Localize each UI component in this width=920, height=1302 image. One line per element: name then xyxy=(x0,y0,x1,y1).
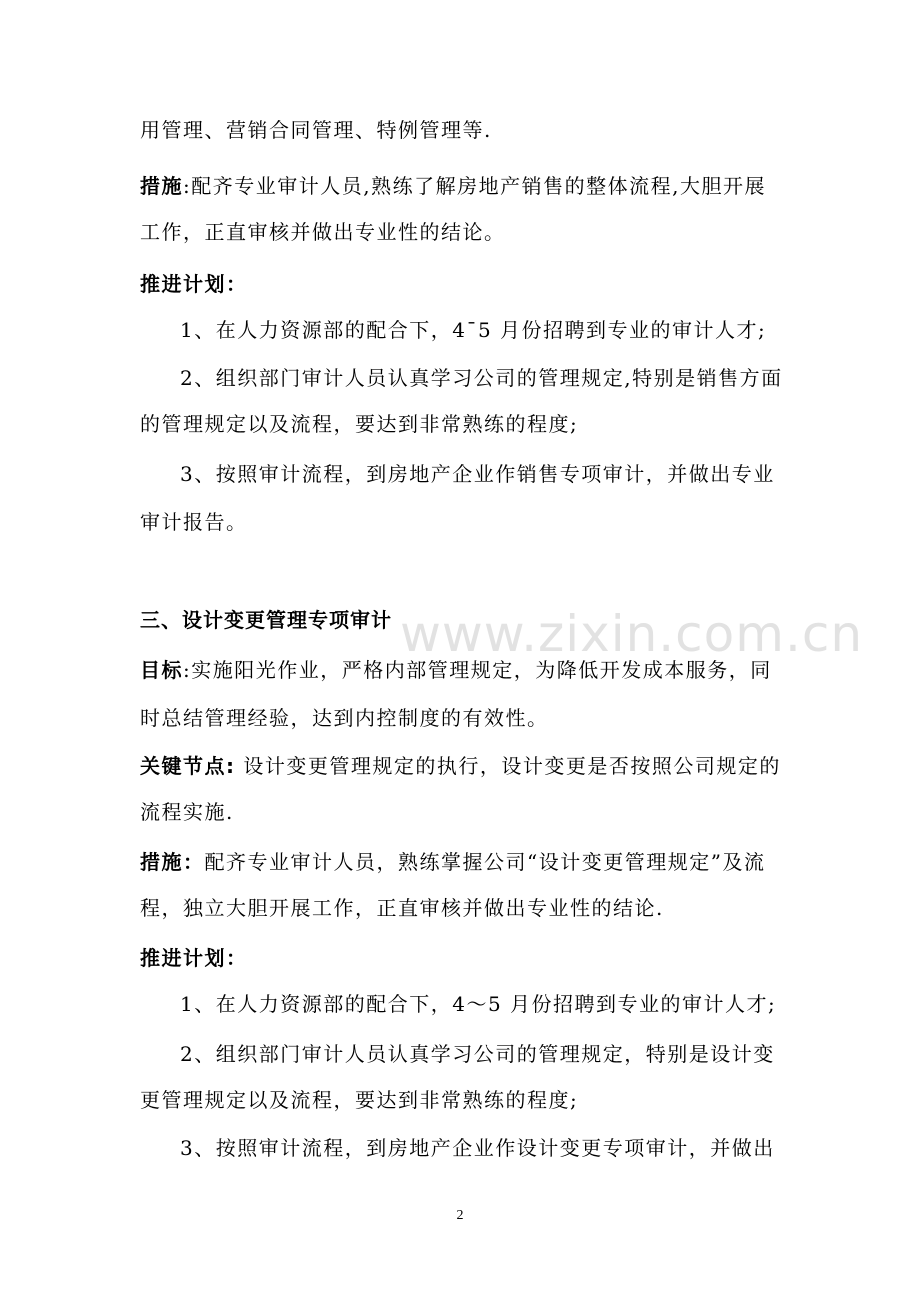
page-number: 2 xyxy=(456,1208,464,1223)
measures-2-label: 措施： xyxy=(140,850,205,874)
goal-label: 目标 xyxy=(140,658,183,682)
plan-2-item-3-line-1: 3、按照审计流程，到房地产企业作设计变更专项审计，并做出 xyxy=(180,1136,775,1160)
measures-paragraph-line-2: 工作，正直审核并做出专业性的结论。 xyxy=(140,220,506,244)
plan-2-item-2-line-1: 2、组织部门审计人员认真学习公司的管理规定，特别是设计变 xyxy=(180,1042,775,1066)
key-node-label: 关键节点: xyxy=(140,754,236,778)
measures-paragraph-line-1 xyxy=(140,172,780,200)
plan-item-2-line-1: 2、组织部门审计人员认真学习公司的管理规定,特别是销售方面 xyxy=(180,366,783,390)
plan-2-label: 推进计划： xyxy=(140,946,248,970)
key-node-text: 设计变更管理规定的执行，设计变更是否按照公司规定的 xyxy=(235,754,781,778)
plan-2-item-1: 1、在人力资源部的配合下，4～5 月份招聘到专业的审计人才; xyxy=(180,992,777,1016)
key-node-paragraph-line-2: 流程实施. xyxy=(140,800,234,824)
measures-2-paragraph-line-1 xyxy=(140,848,780,876)
measures-2-text: 配齐专业审计人员，熟练掌握公司“设计变更管理规定”及流 xyxy=(204,850,766,874)
plan-item-2-line-2: 的管理规定以及流程，要达到非常熟练的程度; xyxy=(140,412,579,436)
goal-paragraph-line-2: 时总结管理经验，达到内控制度的有效性。 xyxy=(140,706,549,730)
measures-label: 措施 xyxy=(140,174,183,198)
paragraph-continuation: 用管理、营销合同管理、特例管理等. xyxy=(140,118,492,142)
goal-text: :实施阳光作业，严格内部管理规定，为降低开发成本服务，同 xyxy=(183,658,772,682)
measures-text: :配齐专业审计人员,熟练了解房地产销售的整体流程,大胆开展 xyxy=(183,174,766,198)
section-heading: 三、设计变更管理专项审计 xyxy=(140,608,392,632)
plan-label: 推进计划： xyxy=(140,272,248,296)
key-node-paragraph-line-1 xyxy=(140,752,780,780)
plan-item-3-line-1: 3、按照审计流程，到房地产企业作销售专项审计，并做出专业 xyxy=(180,462,775,486)
goal-paragraph-line-1 xyxy=(140,656,780,684)
plan-2-item-2-line-2: 更管理规定以及流程，要达到非常熟练的程度; xyxy=(140,1088,579,1112)
plan-item-3-line-2: 审计报告。 xyxy=(140,510,248,534)
watermark-text: www.zixin.com.cn xyxy=(400,605,864,663)
plan-item-1: 1、在人力资源部的配合下，4¯5 月份招聘到专业的审计人才; xyxy=(180,318,767,342)
measures-2-paragraph-line-2: 程，独立大胆开展工作，正直审核并做出专业性的结论. xyxy=(140,896,664,920)
